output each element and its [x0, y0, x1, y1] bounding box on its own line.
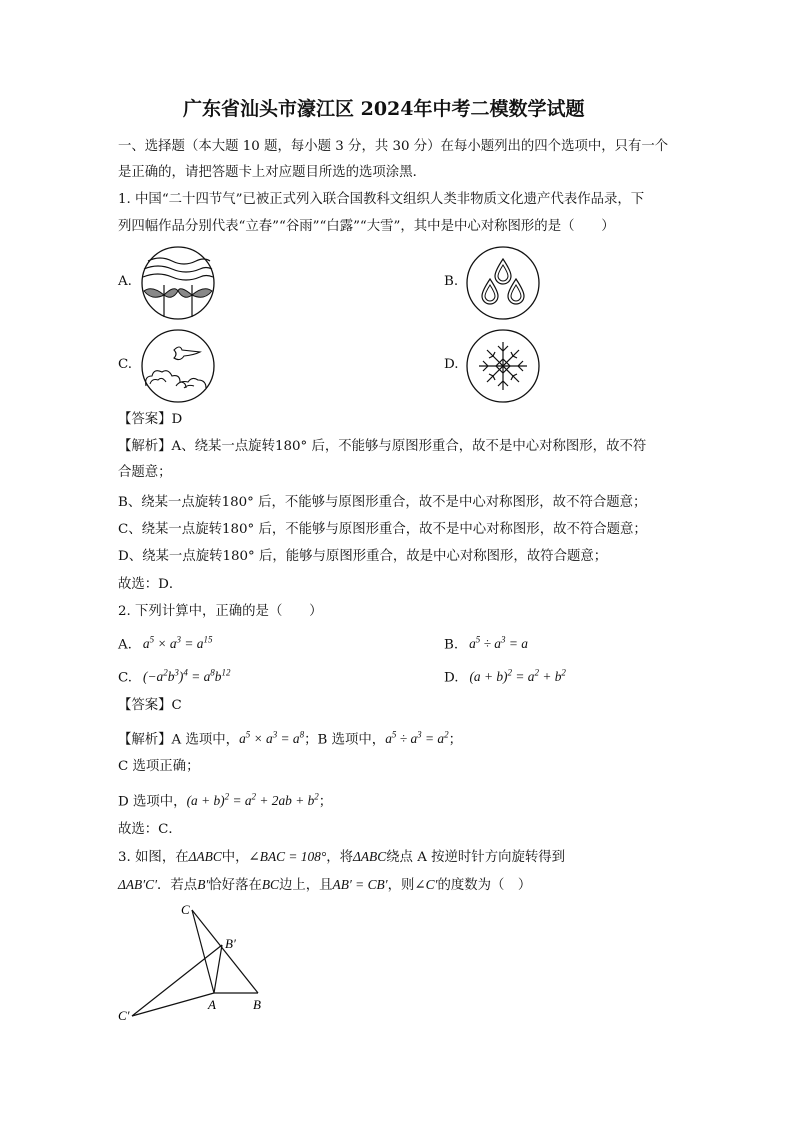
q2-choose: 故选：C．: [118, 822, 182, 837]
q3-stem-part8: ，则: [387, 878, 415, 893]
lichun-sprout-icon: [140, 245, 216, 321]
segment-cb: [192, 910, 258, 993]
section-instruction-line2: 是正确的，请把答题卡上对应题目所选的选项涂黑．: [118, 165, 426, 180]
q2-option-b-formula: $a^5 \div a^3 = a$: [462, 635, 528, 652]
segment-c1a: [132, 993, 214, 1016]
q2-option-c-label: C.: [118, 670, 133, 686]
q3-equation: AB′ = CB′: [332, 877, 388, 892]
q3-stem-line1: [118, 848, 565, 867]
q3-geometry-figure: [110, 898, 280, 1026]
q2-explanation-line1: [118, 726, 462, 749]
q1-option-c-label: C.: [118, 357, 133, 372]
q2-option-d-formula: $(a + b)^2 = a^2 + b^2$: [462, 668, 566, 685]
label-c: C: [181, 902, 190, 917]
q1-explanation-line2: 合题意；: [118, 465, 172, 480]
guyu-raindrops-icon: [465, 245, 541, 321]
q3-stem-part5: ．若点: [157, 878, 198, 893]
label-a: A: [208, 997, 216, 1012]
q2-option-b: [444, 631, 528, 654]
q1-answer: 【答案】D: [118, 412, 183, 427]
q3-stem-part4: 绕点 A 按逆时针方向旋转得到: [386, 850, 566, 865]
q2-option-a-formula: $a^5 \times a^3 = a^{15}$: [136, 635, 213, 652]
q3-point-b1: B′: [197, 877, 209, 892]
q1-option-d-label: D.: [444, 357, 459, 372]
q3-stem-part1: 3. 如图，在: [118, 850, 189, 865]
q1-explanation-line3: B、绕某一点旋转180° 后，不能够与原图形重合，故不是中心对称图形，故不符合题意；: [118, 495, 647, 510]
q2-option-c-formula: $(-a^2b^3)^4 = a^8b^{12}$: [136, 668, 231, 685]
bailu-bird-clouds-icon: [140, 328, 216, 404]
q3-stem-part2: 中，: [221, 850, 249, 865]
q1-stem-line2: 列四幅作品分别代表“立春”“谷雨”“白露”“大雪”，其中是中心对称图形的是（ ）: [118, 219, 615, 234]
q3-angle-c1: ∠C′: [414, 877, 438, 892]
q2-exp-prefix: 【解析】A 选项中，: [118, 732, 240, 748]
q2-c-correct: C 选项正确；: [118, 759, 200, 774]
q3-stem-part7: 边上，且: [278, 878, 333, 893]
q2-option-a: [118, 631, 212, 654]
q1-choose: 故选：D．: [118, 577, 183, 592]
q2-option-b-label: B.: [444, 637, 459, 653]
q3-stem-line2: [118, 876, 531, 895]
q2-option-a-label: A.: [118, 637, 132, 653]
q3-angle-bac: ∠BAC = 108°: [248, 849, 327, 864]
section-instruction-line1: 一、选择题（本大题 10 题，每小题 3 分，共 30 分）在每小题列出的四个选项中，只有一个: [118, 139, 669, 154]
page-title: 广东省汕头市濠江区 2024年中考二模数学试题: [183, 98, 585, 120]
q3-stem-part9: 的度数为（ ）: [437, 878, 532, 893]
q3-segment-bc: BC: [261, 877, 279, 892]
q1-explanation-line5: D、绕某一点旋转180° 后，能够与原图形重合，故是中心对称图形，故符合题意；: [118, 549, 608, 564]
label-c1: C′: [118, 1008, 130, 1023]
q3-triangle-abc-2: ΔABC: [353, 849, 387, 864]
q2-answer: 【答案】C: [118, 698, 182, 713]
q2-exp-mid: ；B 选项中，: [304, 732, 386, 748]
q3-triangle-ab1c1: ΔAB′C′: [118, 877, 158, 892]
q2-exp-formula-d: $(a + b)^2 = a^2 + 2ab + b^2$: [186, 792, 319, 809]
q2-explanation-line3: [118, 788, 332, 811]
q2-exp-formula-a: $a^5 \times a^3 = a^8$: [239, 730, 305, 747]
q3-stem-part3: ，将: [326, 850, 354, 865]
q2-exp-d-end: ；: [318, 794, 333, 810]
q2-option-c: [118, 664, 231, 687]
q1-option-a-label: A.: [118, 274, 132, 289]
q1-explanation-line1: 【解析】A、绕某一点旋转180° 后，不能够与原图形重合，故不是中心对称图形，故不符: [118, 439, 647, 454]
q2-exp-formula-b: $a^5 \div a^3 = a^2$: [385, 730, 449, 747]
label-b: B: [253, 997, 261, 1012]
q2-option-d-label: D.: [444, 670, 459, 686]
q2-exp-end: ；: [448, 732, 462, 748]
q1-option-b-label: B.: [444, 274, 459, 289]
q1-stem-line1: 1. 中国“二十四节气”已被正式列入联合国教科文组织人类非物质文化遗产代表作品录，下: [118, 192, 645, 207]
q1-explanation-line4: C、绕某一点旋转180° 后，不能够与原图形重合，故不是中心对称图形，故不符合题意；: [118, 522, 647, 537]
q3-triangle-abc: ΔABC: [188, 849, 222, 864]
q2-stem: 2. 下列计算中，正确的是（ ）: [118, 604, 323, 619]
segment-ab1: [214, 945, 222, 993]
label-b1: B′: [225, 936, 236, 951]
q3-stem-part6: 恰好落在: [208, 878, 262, 893]
q2-option-d: [444, 664, 566, 687]
q2-exp-d-prefix: D 选项中，: [118, 794, 187, 810]
segment-ca: [192, 910, 214, 993]
daxue-snowflake-icon: [465, 328, 541, 404]
